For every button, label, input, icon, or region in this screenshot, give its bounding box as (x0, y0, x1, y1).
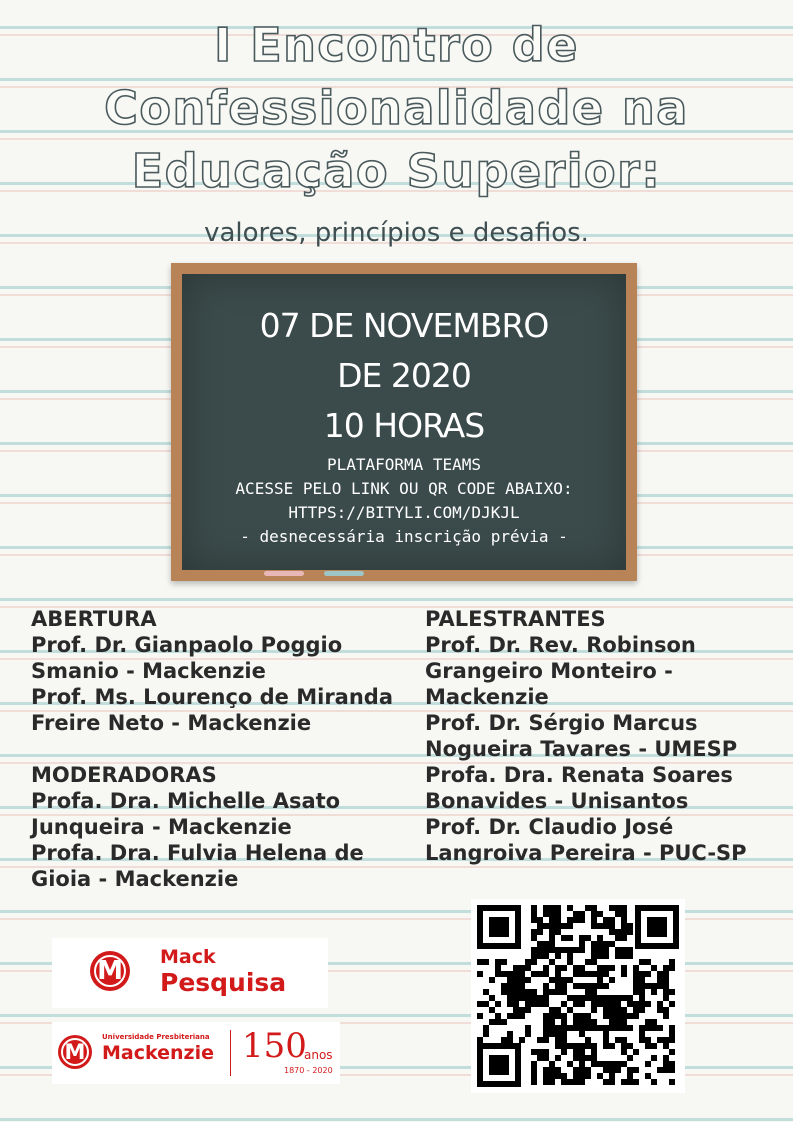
abertura-line: Freire Neto - Mackenzie (31, 711, 312, 735)
title-line-1: I Encontro de (214, 18, 579, 72)
anniversary-anos: anos (304, 1048, 333, 1062)
mackenzie-m-icon: M (58, 1035, 92, 1069)
mack-pesquisa-text (160, 944, 286, 996)
palestrantes-line: Prof. Dr. Claudio José (425, 815, 674, 839)
chalk-blue (324, 571, 364, 576)
palestrantes-line: Grangeiro Monteiro - (425, 659, 673, 683)
abertura-line: Prof. Ms. Lourenço de Miranda (31, 685, 393, 709)
poster-subtitle: valores, princípios e desafios. (204, 218, 589, 248)
moderadoras-line: Profa. Dra. Fulvia Helena de (31, 841, 364, 865)
mack-label: Mack (160, 946, 216, 968)
date-line-1: 07 DE NOVEMBRO (259, 306, 549, 345)
event-link[interactable]: HTTPS://BITYLI.COM/DJKJL (288, 503, 520, 522)
university-line-1: Universidade Presbiteriana (102, 1033, 210, 1041)
pesquisa-label: Pesquisa (160, 968, 287, 997)
anniversary-years: 1870 - 2020 (284, 1066, 333, 1075)
palestrantes-line: Bonavides - Unisantos (425, 789, 689, 813)
abertura-line: Prof. Dr. Gianpaolo Poggio (31, 633, 343, 657)
moderadoras-line: Junqueira - Mackenzie (31, 815, 292, 839)
palestrantes-heading: PALESTRANTES (425, 607, 606, 631)
qr-code-icon (471, 899, 685, 1093)
abertura-line: Smanio - Mackenzie (31, 659, 266, 683)
university-line-2: Mackenzie (102, 1042, 214, 1064)
title-line-2: Confessionalidade na (104, 81, 689, 135)
palestrantes-line: Prof. Dr. Sérgio Marcus (425, 711, 698, 735)
palestrantes-line: Langroiva Pereira - PUC-SP (425, 841, 747, 865)
registration-note: - desnecessária inscrição prévia - (240, 527, 568, 546)
moderadoras-line: Gioia - Mackenzie (31, 867, 239, 891)
logo-divider (230, 1030, 231, 1076)
platform-line: PLATAFORMA TEAMS (326, 455, 482, 474)
poster-title (0, 14, 793, 203)
palestrantes-line: Nogueira Tavares - UMESP (425, 737, 738, 761)
palestrantes-line: Prof. Dr. Rev. Robinson (425, 633, 696, 657)
qr-code[interactable] (471, 899, 685, 1093)
palestrantes-line: Profa. Dra. Renata Soares (425, 763, 733, 787)
mackenzie-150-logo (52, 1022, 340, 1084)
university-name (102, 1033, 214, 1064)
abertura-heading: ABERTURA (31, 607, 157, 631)
date-line-2: DE 2020 (337, 356, 471, 395)
chalkboard (171, 263, 637, 581)
mackenzie-m-icon: M (90, 951, 130, 991)
moderadoras-heading: MODERADORAS (31, 763, 217, 787)
left-column (31, 606, 411, 892)
chalk-pink (264, 571, 304, 576)
access-line: ACESSE PELO LINK OU QR CODE ABAIXO: (235, 479, 573, 498)
anniversary-number: 150 (242, 1026, 307, 1066)
mack-pesquisa-logo (52, 938, 328, 1008)
moderadoras-line: Profa. Dra. Michelle Asato (31, 789, 341, 813)
right-column (425, 606, 775, 866)
time-line: 10 HORAS (323, 406, 485, 445)
palestrantes-line: Mackenzie (425, 685, 549, 709)
title-line-3: Educação Superior: (131, 144, 662, 198)
